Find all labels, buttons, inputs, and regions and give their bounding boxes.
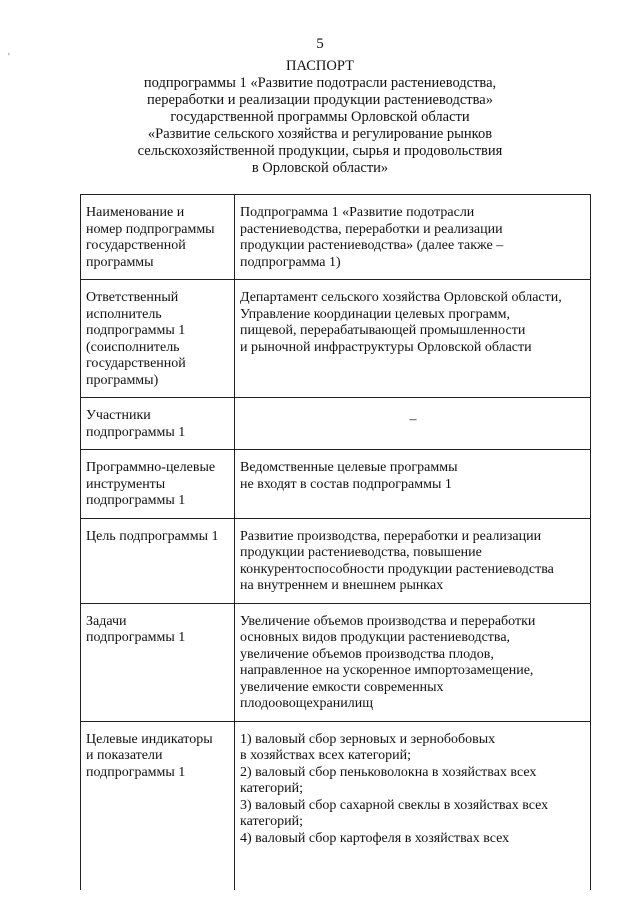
- value-line: увеличение емкости современных: [240, 679, 444, 695]
- value-line: увеличение объемов производства плодов,: [240, 646, 494, 662]
- passport-table: [80, 194, 591, 890]
- label-line: государственной: [86, 238, 186, 253]
- row-value: [235, 450, 591, 519]
- row-value: [235, 280, 591, 398]
- heading-line: «Развитие сельского хозяйства и регулирование рынков: [147, 126, 493, 142]
- passport-heading: [0, 58, 640, 177]
- table-row: [81, 450, 591, 519]
- value-line: конкурентоспособности продукции растениеводства: [240, 561, 554, 577]
- row-label: [81, 603, 235, 721]
- label-line: подпрограммы 1: [86, 424, 186, 440]
- table-row: [81, 280, 591, 398]
- heading-line: сельскохозяйственной продукции, сырья и продовольствия: [137, 143, 503, 159]
- value-line: основных видов продукции растениеводства,: [240, 630, 511, 645]
- table-row: [81, 195, 591, 280]
- page-number: 5: [316, 36, 324, 52]
- heading-line: в Орловской области»: [251, 160, 389, 176]
- row-label: [81, 195, 235, 280]
- label-line: (соисполнитель: [86, 339, 180, 355]
- value-line: направленное на ускоренное импортозамещение,: [240, 663, 534, 678]
- row-value: [235, 721, 591, 890]
- label-line: Целевые индикаторы: [86, 731, 213, 747]
- value-line: Увеличение объемов производства и переработки: [240, 613, 536, 629]
- row-value: [235, 195, 591, 280]
- row-value: [235, 398, 591, 450]
- value-line: продукции растениеводства, повышение: [240, 545, 482, 560]
- table-row: [81, 518, 591, 603]
- value-line: продукции растениеводства» (далее также –: [240, 238, 504, 253]
- label-line: подпрограммы 1: [86, 493, 186, 508]
- value-line: пищевой, перерабатывающей промышленности: [240, 323, 526, 338]
- label-line: программы): [86, 372, 159, 388]
- row-value: [235, 603, 591, 721]
- value-line: Подпрограмма 1 «Развитие подотрасли: [240, 205, 475, 220]
- heading-line: переработки и реализации продукции растениеводства»: [147, 92, 493, 108]
- heading-line: подпрограммы 1 «Развитие подотрасли растениеводства,: [143, 75, 497, 91]
- row-label: [81, 398, 235, 450]
- value-line: не входят в состав подпрограммы 1: [240, 476, 452, 492]
- value-line: 4) валовый сбор картофеля в хозяйствах всех: [240, 830, 510, 846]
- label-line: инструменты: [86, 476, 166, 492]
- label-line: подпрограммы 1: [86, 764, 186, 780]
- value-line: Департамент сельского хозяйства Орловской области,: [240, 290, 562, 305]
- row-label: [81, 280, 235, 398]
- heading-title: ПАСПОРТ: [286, 58, 354, 74]
- label-line: подпрограммы 1: [86, 630, 186, 645]
- label-line: Участники: [86, 408, 151, 423]
- label-line: Цель подпрограммы 1: [86, 528, 219, 544]
- heading-line: государственной программы Орловской области: [170, 109, 470, 125]
- value-line: подпрограмма 1): [240, 254, 341, 270]
- row-label: [81, 721, 235, 890]
- value-line: и рыночной инфраструктуры Орловской области: [240, 339, 532, 355]
- value-line: категорий;: [240, 814, 304, 829]
- value-line: категорий;: [240, 781, 304, 796]
- label-line: Наименование и: [86, 205, 185, 220]
- value-line: 2) валовый сбор пеньковолокна в хозяйствах всех: [240, 764, 537, 780]
- table-row: [81, 721, 591, 890]
- label-line: исполнитель: [86, 306, 162, 322]
- label-line: Ответственный: [86, 290, 179, 305]
- row-label: [81, 518, 235, 603]
- label-line: подпрограммы 1: [86, 323, 186, 338]
- value-line: растениеводства, переработки и реализации: [240, 221, 503, 237]
- label-line: и показатели: [86, 748, 163, 763]
- margin-mark: ': [8, 52, 10, 63]
- value-line: плодоовощехранилищ: [240, 696, 373, 711]
- label-line: программы: [86, 254, 154, 270]
- table-row: [81, 603, 591, 721]
- value-line: Управление координации целевых программ,: [240, 306, 511, 322]
- value-line: 3) валовый сбор сахарной свеклы в хозяйствах всех: [240, 797, 549, 813]
- value-dash: –: [409, 412, 417, 427]
- row-label: [81, 450, 235, 519]
- row-value: [235, 518, 591, 603]
- value-line: 1) валовый сбор зерновых и зернобобовых: [240, 731, 496, 747]
- value-line: Ведомственные целевые программы: [240, 460, 458, 475]
- value-line: на внутреннем и внешнем рынках: [240, 578, 444, 593]
- table-row: [81, 398, 591, 450]
- label-line: Программно-целевые: [86, 460, 216, 475]
- label-line: государственной: [86, 356, 186, 371]
- label-line: Задачи: [86, 613, 127, 629]
- label-line: номер подпрограммы: [86, 221, 215, 237]
- value-line: Развитие производства, переработки и реализации: [240, 528, 542, 544]
- value-line: в хозяйствах всех категорий;: [240, 748, 411, 763]
